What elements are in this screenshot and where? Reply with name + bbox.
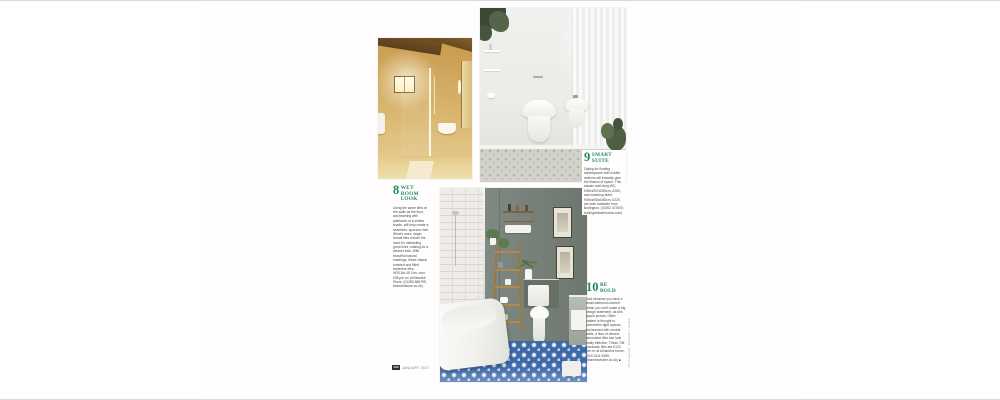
article-title-line1: BE: [600, 282, 608, 288]
shelf-item-shape: [505, 279, 511, 285]
article-number: 9: [584, 150, 591, 164]
bottle-shape: [508, 204, 511, 211]
frame-art-shape: [557, 213, 568, 233]
article-number: 10: [586, 280, 599, 294]
article-number: 8: [393, 183, 400, 197]
article-body-text: [586, 297, 626, 363]
article-heading: [584, 152, 624, 164]
towel-shape: [378, 113, 385, 134]
article-body-text: Using the same tiles on the walls as the floor, and teaming with paintwork of a similar shade, will help create a seamless, spacious feel. What's more, larger format tiles reduce the need for distracting grout lines, making for a cleaner look. With beautiful natural markings, these classic tumbled and filled travertine tiles, W30.5xL45.7cm, cost £38 per m² at Beswick Stone. (01285 886795; beswickstone.co.uk): [393, 205, 429, 289]
bottle-shape: [525, 205, 528, 211]
article-title-line1: WET ROOM: [400, 185, 419, 197]
bathtub-basin-shape: [440, 303, 498, 332]
article-title-line2: BOLD: [600, 287, 617, 294]
picture-frame: [553, 207, 572, 238]
article-title-line1: SMART: [591, 152, 612, 158]
plant-shape: [498, 238, 509, 248]
frame-art-shape: [560, 252, 570, 273]
photo-credit-vertical: Photograph: Alhambra Home: [627, 318, 631, 367]
foliage-shape: [480, 25, 492, 41]
shower-head-shape: [452, 211, 459, 215]
wet-room-photo: [378, 38, 472, 179]
basin-shape: [438, 123, 456, 134]
article-smart-suite: [582, 150, 626, 215]
bathtub-shape: [440, 296, 510, 370]
bath-mat-shape: [562, 361, 581, 377]
picture-frame: [556, 246, 574, 279]
shower-pipe-shape: [434, 77, 435, 114]
toilet-roll-shape: [487, 93, 494, 98]
page-number-badge: 130: [393, 365, 399, 369]
bold-bathroom-photo: [440, 188, 587, 382]
page-footer: [392, 365, 430, 370]
issue-date-label: JANUARY 2017: [402, 365, 430, 370]
article-wet-room-look: [393, 185, 429, 289]
article-title: [600, 282, 616, 294]
toilet-cistern-shape: [528, 285, 549, 306]
glass-screen-shape: [401, 68, 430, 157]
article-heading: [393, 185, 429, 203]
floor-runner-shape: [406, 161, 434, 179]
magazine-page: [200, 1, 800, 399]
shelf-shape: [495, 286, 520, 288]
bidet-body-shape: [569, 109, 584, 128]
wall-shelf-shape: [484, 50, 500, 52]
shelf-shape: [495, 269, 520, 271]
bottle-shape: [489, 44, 493, 50]
article-be-bold: [586, 282, 626, 363]
article-body-text: Opting for floating sanitaryware with hidden cisterns will instantly give the illusion of space. This classic wall-hung WC, H36xW37xD53cm, £260, and matching bidet, H35xW36xD58cm, £220, are both available from Burlington. (01902 472000; burlingtonbathrooms.com): [584, 166, 624, 215]
shelf-item-shape: [500, 297, 508, 303]
bottle-shape: [516, 205, 519, 211]
article-title: [401, 185, 429, 203]
wall-hung-wc-body-shape: [528, 116, 550, 142]
chrome-tap-shape: [533, 76, 543, 79]
toilet-pedestal-shape: [533, 318, 545, 343]
shelf-item-shape: [498, 262, 502, 268]
article-body-span: Just because you have a small bathroom doesn't mean you can't make a big design statement, as this space proves. Often pattern is thought to overwhelm tight spaces, but teamed with neutral walls, a floor of vibrant, decorative tiles can look really effective. These 708 encaustic tiles are £123 per m² at Alhambra Home. (020 3411 6385; alhambrahome.co.uk): [586, 296, 626, 363]
mirror-shape: [461, 61, 472, 129]
wall-shelf-shape: [484, 69, 500, 71]
shower-pipe-shape: [455, 215, 457, 265]
article-title-line2: SUITE: [591, 157, 609, 164]
towel-shape: [571, 310, 586, 329]
article-title: [592, 152, 612, 164]
foliage-shape: [489, 11, 509, 32]
article-title-line2: LOOK: [400, 196, 418, 203]
wall-shelf-shape: [503, 211, 534, 213]
wall-shelf-shape: [503, 221, 534, 223]
article-end-mark: ■: [618, 358, 621, 363]
towel-stack-shape: [505, 225, 531, 233]
article-heading: [586, 282, 626, 294]
glass-edge-shape: [429, 68, 431, 157]
wall-light-shape: [458, 80, 461, 94]
shelf-shape: [495, 251, 520, 253]
plant-shape: [613, 118, 623, 130]
